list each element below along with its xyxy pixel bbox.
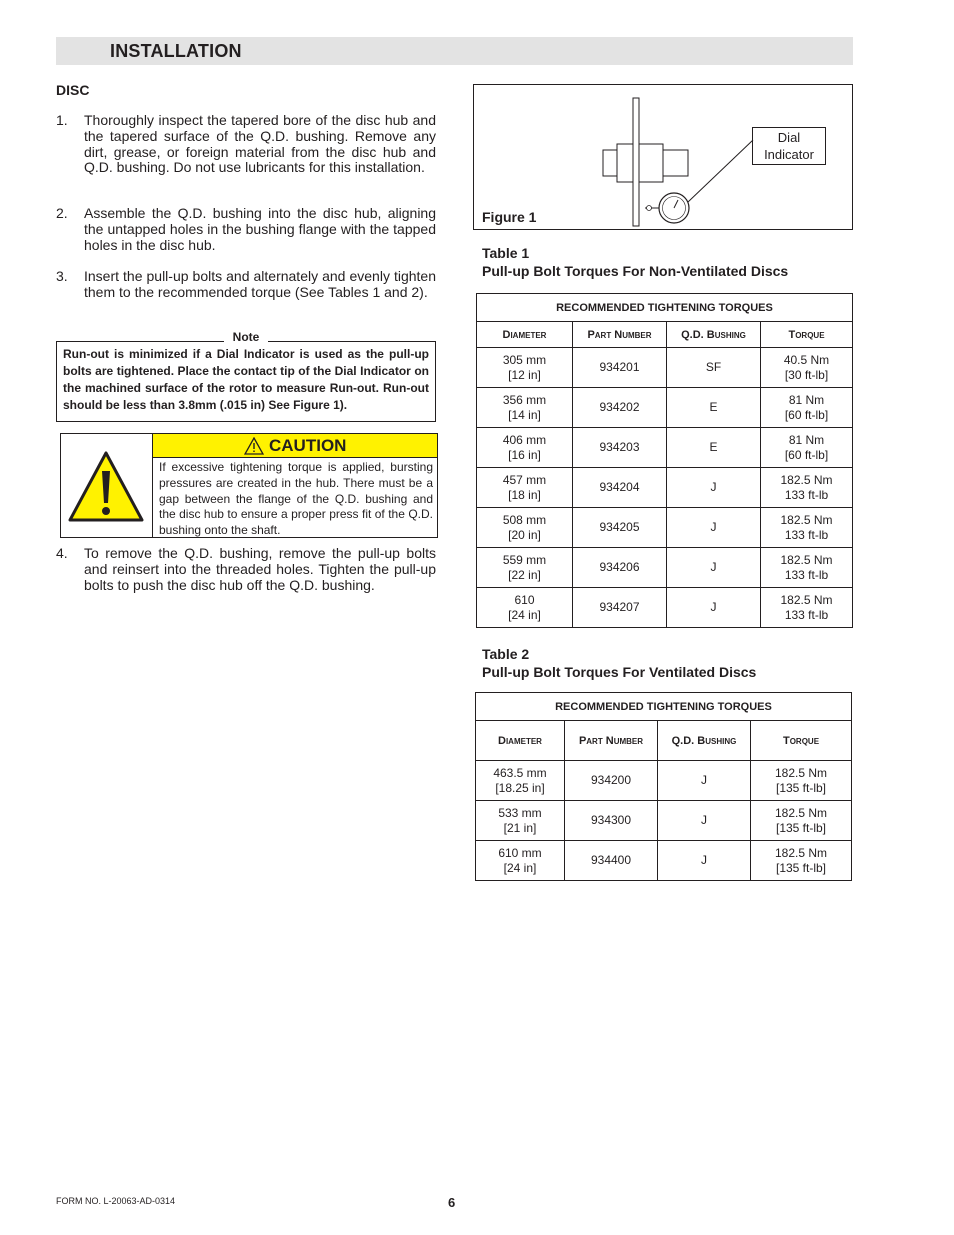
- diameter-cell: 463.5 mm [18.25 in]: [476, 761, 565, 801]
- caution-text: If excessive tightening torque is applied, bursting pressures are created in the hub. There must be a gap between the flange of the Q.D. bushing and the disc hub to ensure a proper press fit of the Q.D. bushing onto the shaft.: [159, 460, 433, 538]
- page-number: 6: [448, 1195, 456, 1210]
- column-header: Part Number: [565, 721, 658, 761]
- part-number-cell: 934200: [565, 761, 658, 801]
- step-1: [56, 113, 436, 176]
- table-row: [476, 841, 852, 881]
- disc: [633, 98, 639, 226]
- torque-cell: 40.5 Nm [30 ft-lb]: [761, 348, 853, 388]
- column-header: Part Number: [573, 322, 667, 348]
- bushing-cell: J: [658, 801, 751, 841]
- section-title: DISC: [56, 82, 90, 98]
- step-text: To remove the Q.D. bushing, remove the pull-up bolts and reinsert into the threaded holes. Tighten the pull-up bolts to push the disc hub off the Q.D. bushing.: [84, 545, 436, 593]
- column-header: Q.D. Bushing: [667, 322, 761, 348]
- torque-table-non-ventilated: [476, 293, 853, 628]
- step-number: 3.: [56, 268, 68, 284]
- table-caption: RECOMMENDED TIGHTENING TORQUES: [476, 693, 852, 721]
- diameter-cell: 533 mm [21 in]: [476, 801, 565, 841]
- column-header: Torque: [761, 322, 853, 348]
- part-number-cell: 934201: [573, 348, 667, 388]
- table-row: [477, 468, 853, 508]
- table-2-title: Table 2 Pull-up Bolt Torques For Ventilated Discs: [482, 646, 757, 680]
- table-caption: RECOMMENDED TIGHTENING TORQUES: [477, 294, 853, 322]
- diameter-cell: 457 mm [18 in]: [477, 468, 573, 508]
- diameter-cell: 356 mm [14 in]: [477, 388, 573, 428]
- torque-cell: 81 Nm [60 ft-lb]: [761, 428, 853, 468]
- table-1-title: Table 1 Pull-up Bolt Torques For Non-Ventilated Discs: [482, 245, 789, 279]
- section-header-bar: [56, 37, 853, 65]
- bushing-cell: J: [658, 841, 751, 881]
- diameter-cell: 610 [24 in]: [477, 588, 573, 628]
- torque-cell: 182.5 Nm 133 ft-lb: [761, 508, 853, 548]
- bushing-cell: E: [667, 388, 761, 428]
- part-number-cell: 934205: [573, 508, 667, 548]
- step-text: Insert the pull-up bolts and alternately and evenly tighten them to the recommended torque (See Tables 1 and 2).: [84, 268, 436, 300]
- column-header: Diameter: [476, 721, 565, 761]
- step-2: [56, 206, 436, 253]
- dial-indicator-callout: Dial Indicator: [752, 127, 826, 165]
- torque-cell: 182.5 Nm 133 ft-lb: [761, 588, 853, 628]
- bushing-cell: SF: [667, 348, 761, 388]
- torque-cell: 182.5 Nm [135 ft-lb]: [751, 761, 852, 801]
- table-row: [477, 348, 853, 388]
- hub: [617, 144, 633, 182]
- diameter-cell: 406 mm [16 in]: [477, 428, 573, 468]
- part-number-cell: 934204: [573, 468, 667, 508]
- part-number-cell: 934203: [573, 428, 667, 468]
- diameter-cell: 610 mm [24 in]: [476, 841, 565, 881]
- torque-table-ventilated: [475, 692, 852, 881]
- bushing-cell: J: [667, 588, 761, 628]
- torque-cell: 182.5 Nm 133 ft-lb: [761, 468, 853, 508]
- bushing-cell: J: [667, 468, 761, 508]
- table-row: [477, 508, 853, 548]
- part-number-cell: 934206: [573, 548, 667, 588]
- page-heading: INSTALLATION: [110, 41, 242, 61]
- hub-right: [639, 144, 663, 182]
- part-number-cell: 934207: [573, 588, 667, 628]
- bushing-cell: J: [667, 548, 761, 588]
- torque-cell: 182.5 Nm 133 ft-lb: [761, 548, 853, 588]
- table-row: [476, 801, 852, 841]
- part-number-cell: 934300: [565, 801, 658, 841]
- torque-cell: 182.5 Nm [135 ft-lb]: [751, 801, 852, 841]
- table-row: [476, 761, 852, 801]
- small-warning-icon: [244, 437, 264, 455]
- bushing-cell: J: [658, 761, 751, 801]
- bushing-cell: J: [667, 508, 761, 548]
- table-row: [477, 428, 853, 468]
- torque-cell: 182.5 Nm [135 ft-lb]: [751, 841, 852, 881]
- step-number: 4.: [56, 545, 68, 561]
- diameter-cell: 305 mm [12 in]: [477, 348, 573, 388]
- step-text: Assemble the Q.D. bushing into the disc hub, aligning the untapped holes in the bushing flange with the tapped holes in the disc hub.: [84, 205, 436, 253]
- callout-leader: [688, 140, 753, 202]
- caution-heading: CAUTION: [269, 436, 347, 455]
- warning-triangle-icon: [60, 433, 153, 538]
- step-number: 2.: [56, 205, 68, 221]
- step-4: [56, 546, 436, 593]
- step-number: 1.: [56, 112, 68, 128]
- note-text: Run-out is minimized if a Dial Indicator is used as the pull-up bolts are tightened. Place the contact tip of the Dial Indicator on the machined surface of the rotor to measure Run-out. Run-out should be less than 3.8mm (.015 in) See Figure 1).: [63, 347, 429, 412]
- part-number-cell: 934202: [573, 388, 667, 428]
- bushing-cell: E: [667, 428, 761, 468]
- column-header: Diameter: [477, 322, 573, 348]
- part-number-cell: 934400: [565, 841, 658, 881]
- step-3: [56, 269, 436, 301]
- diameter-cell: 508 mm [20 in]: [477, 508, 573, 548]
- form-number: FORM NO. L-20063-AD-0314: [56, 1196, 176, 1206]
- table-row: [477, 588, 853, 628]
- caution-icon-cell: [60, 433, 153, 538]
- figure-label: Figure 1: [482, 209, 537, 225]
- table-row: [477, 548, 853, 588]
- column-header: Q.D. Bushing: [658, 721, 751, 761]
- note-label: Note: [224, 330, 268, 344]
- column-header: Torque: [751, 721, 852, 761]
- step-text: Thoroughly inspect the tapered bore of the disc hub and the tapered surface of the Q.D. bushing. Remove any dirt, grease, or foreign material from the disc hub and Q.D. bushing. Do not use lubricants for this installation.: [84, 112, 436, 176]
- caution-header: [153, 434, 437, 458]
- diameter-cell: 559 mm [22 in]: [477, 548, 573, 588]
- table-row: [477, 388, 853, 428]
- torque-cell: 81 Nm [60 ft-lb]: [761, 388, 853, 428]
